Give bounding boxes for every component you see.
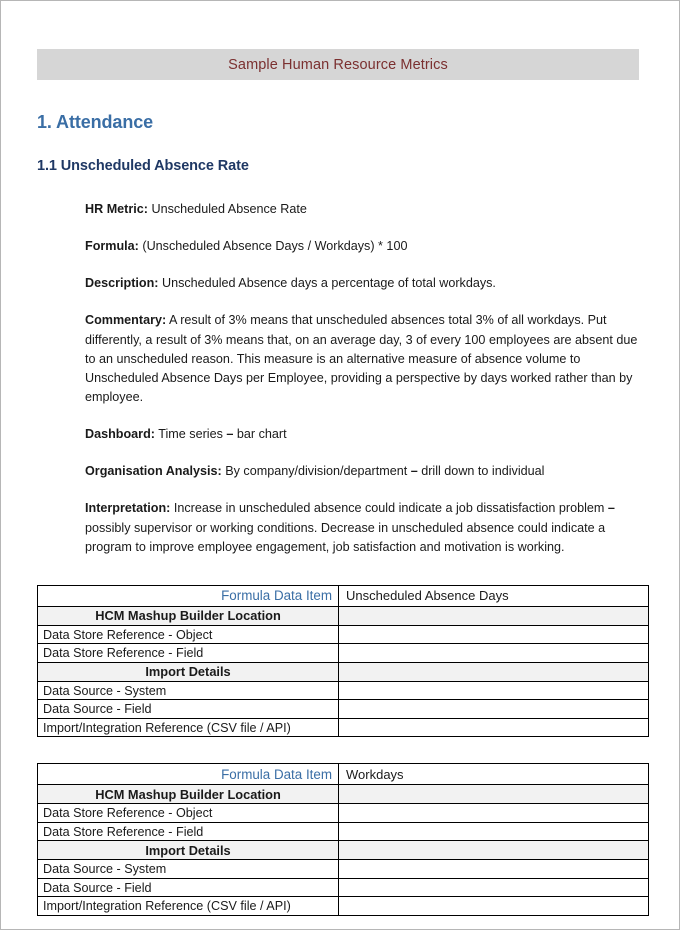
table-header-row xyxy=(38,585,649,606)
field-formula-label: Formula: xyxy=(85,239,139,254)
table-row-value[interactable] xyxy=(339,644,649,663)
field-interpretation-value-after: possibly supervisor or working conditions. Decrease in unscheduled absence could indicate a program to improve employee engagement, job satisfaction and motivation is working. xyxy=(85,520,606,554)
field-commentary-value: A result of 3% means that unscheduled absences total 3% of all workdays. Put differently, a result of 3% means that, on an average day, 3 of every 100 employees are absent due to an unscheduled reason. This measure is an alternative measure of absence volume to Unscheduled Absence Days per Employee, providing a perspective by days worked rather than by employee. xyxy=(85,313,638,404)
table-section-fill xyxy=(339,606,649,625)
table-row-value[interactable] xyxy=(339,700,649,719)
field-interpretation xyxy=(85,499,643,556)
field-dashboard-value-before: Time series xyxy=(158,427,227,442)
table-row xyxy=(38,804,649,823)
table-row xyxy=(38,860,649,879)
field-organisation-analysis-value-after: drill down to individual xyxy=(417,464,545,479)
field-dashboard-value-after: bar chart xyxy=(233,427,287,442)
section-heading-attendance: 1. Attendance xyxy=(37,112,154,132)
table-row xyxy=(38,700,649,719)
table-header-label: Formula Data Item xyxy=(38,764,339,785)
formula-data-item-table-1-wrapper xyxy=(37,585,644,738)
table-section-row-hcm-mashup-builder-location xyxy=(38,785,649,804)
document-title: Sample Human Resource Metrics xyxy=(228,56,448,73)
table-row-label: Data Source - Field xyxy=(38,700,339,719)
table-section-fill xyxy=(339,662,649,681)
table-row-label: Data Store Reference - Field xyxy=(38,822,339,841)
table-header-value: Unscheduled Absence Days xyxy=(339,585,649,606)
table-row-label: Data Source - Field xyxy=(38,878,339,897)
table-row xyxy=(38,897,649,916)
table-row-label: Data Source - System xyxy=(38,681,339,700)
formula-data-item-table-2 xyxy=(37,763,649,916)
table-row-label: Data Store Reference - Field xyxy=(38,644,339,663)
table-section-row-import-details xyxy=(38,841,649,860)
page-content xyxy=(37,1,644,916)
field-organisation-analysis-value-before: By company/division/department xyxy=(225,464,411,479)
table-header-label: Formula Data Item xyxy=(38,585,339,606)
field-dashboard-dash: – xyxy=(226,427,234,442)
table-row xyxy=(38,822,649,841)
field-dashboard-label: Dashboard: xyxy=(85,427,155,442)
field-description-label: Description: xyxy=(85,276,159,291)
table-section-row-import-details xyxy=(38,662,649,681)
table-row-value[interactable] xyxy=(339,625,649,644)
table-row-value[interactable] xyxy=(339,681,649,700)
field-description-value: Unscheduled Absence days a percentage of total workdays. xyxy=(161,276,496,291)
field-organisation-analysis-label: Organisation Analysis: xyxy=(85,464,222,479)
formula-data-item-table-2-wrapper xyxy=(37,763,644,916)
table-section-label: Import Details xyxy=(38,841,339,860)
field-formula xyxy=(85,237,643,256)
table-row-label: Data Store Reference - Object xyxy=(38,804,339,823)
subsection-heading-unscheduled-absence-rate: 1.1 Unscheduled Absence Rate xyxy=(37,158,249,174)
table-row xyxy=(38,878,649,897)
table-section-label: Import Details xyxy=(38,662,339,681)
table-section-row-hcm-mashup-builder-location xyxy=(38,606,649,625)
table-row-label: Data Source - System xyxy=(38,860,339,879)
table-row-label: Data Store Reference - Object xyxy=(38,625,339,644)
table-row-label: Import/Integration Reference (CSV file / API) xyxy=(38,897,339,916)
table-row-value[interactable] xyxy=(339,860,649,879)
table-section-fill xyxy=(339,785,649,804)
field-interpretation-label: Interpretation: xyxy=(85,501,171,516)
formula-data-item-table-1 xyxy=(37,585,649,738)
table-row-value[interactable] xyxy=(339,718,649,737)
table-row-value[interactable] xyxy=(339,878,649,897)
field-organisation-analysis-dash: – xyxy=(410,464,418,479)
field-description xyxy=(85,274,643,293)
field-interpretation-dash: – xyxy=(607,501,615,516)
table-row xyxy=(38,625,649,644)
table-row-value[interactable] xyxy=(339,897,649,916)
table-section-fill xyxy=(339,841,649,860)
field-formula-value: (Unscheduled Absence Days / Workdays) * 100 xyxy=(142,239,408,254)
table-section-label: HCM Mashup Builder Location xyxy=(38,606,339,625)
field-hr-metric-label: HR Metric: xyxy=(85,202,148,216)
table-row-value[interactable] xyxy=(339,822,649,841)
table-row xyxy=(38,681,649,700)
table-row xyxy=(38,644,649,663)
table-section-label: HCM Mashup Builder Location xyxy=(38,785,339,804)
table-row-label: Import/Integration Reference (CSV file / API) xyxy=(38,718,339,737)
table-row-value[interactable] xyxy=(339,804,649,823)
field-interpretation-value-before: Increase in unscheduled absence could indicate a job dissatisfaction problem xyxy=(170,501,608,516)
field-dashboard xyxy=(85,425,643,444)
field-commentary-label: Commentary: xyxy=(85,313,167,328)
field-hr-metric xyxy=(85,200,643,219)
document-title-banner xyxy=(37,49,639,80)
table-header-row xyxy=(38,764,649,785)
field-commentary xyxy=(85,311,643,407)
table-row xyxy=(38,718,649,737)
field-hr-metric-value: Unscheduled Absence Rate xyxy=(151,202,307,216)
field-organisation-analysis xyxy=(85,462,643,481)
table-header-value: Workdays xyxy=(339,764,649,785)
